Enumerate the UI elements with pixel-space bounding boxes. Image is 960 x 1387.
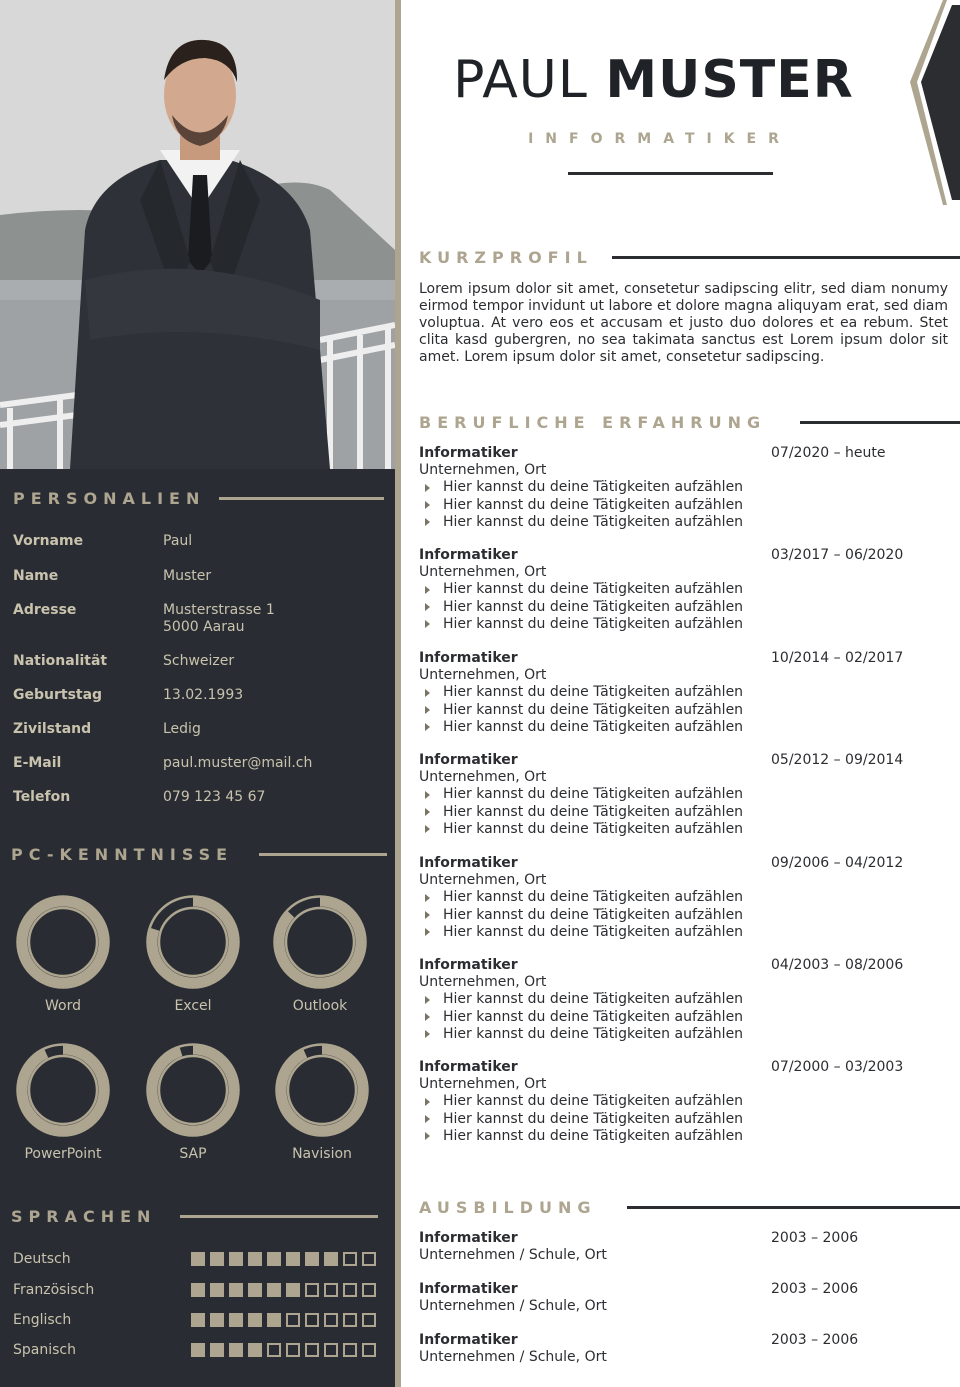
bullet-arrow-icon bbox=[425, 484, 430, 492]
education-entry bbox=[419, 1230, 939, 1264]
job-date: 07/2000 – 03/2003 bbox=[771, 1059, 904, 1075]
job-task: Hier kannst du deine Tätigkeiten aufzählen bbox=[443, 1008, 744, 1025]
sprachen-header bbox=[11, 1207, 378, 1226]
job-task: Hier kannst du deine Tätigkeiten aufzählen bbox=[443, 820, 744, 837]
job-company: Unternehmen, Ort bbox=[419, 462, 547, 479]
list-item bbox=[419, 804, 939, 821]
job-date: 07/2020 – heute bbox=[771, 445, 886, 461]
job-entry bbox=[419, 855, 939, 941]
education-degree: Informatiker bbox=[419, 1230, 518, 1246]
education-date: 2003 – 2006 bbox=[771, 1230, 859, 1246]
language-level-box bbox=[362, 1252, 376, 1266]
language-level-box bbox=[343, 1283, 357, 1297]
language-level-box bbox=[191, 1283, 205, 1297]
skill-label: PowerPoint bbox=[24, 1146, 102, 1162]
bullet-arrow-icon bbox=[425, 1115, 430, 1123]
skill-label: SAP bbox=[179, 1146, 207, 1162]
skill-ring-icon bbox=[15, 894, 111, 990]
bullet-arrow-icon bbox=[425, 723, 430, 731]
profile-summary: Lorem ipsum dolor sit amet, consetetur sadipscing elitr, sed diam nonumy eirmod tempor invidunt ut labore et dolore magna aliquyam erat, sed diam voluptua. At vero eos et accusam et justo duo dolores et ea rebum. Stet clita kasd gubergren, no sea takimata sanctus est Lorem ipsum dolor sit amet. Lorem ipsum dolor sit amet, consetetur sadipscing. bbox=[419, 281, 948, 365]
language-level-box bbox=[343, 1313, 357, 1327]
language-level-box bbox=[305, 1313, 319, 1327]
job-entry bbox=[419, 1059, 939, 1145]
language-level-box bbox=[343, 1343, 357, 1357]
kurzprofil-header bbox=[419, 248, 960, 267]
email-link[interactable]: paul.muster@mail.ch bbox=[163, 755, 313, 771]
language-level-box bbox=[267, 1283, 281, 1297]
language-level-box bbox=[305, 1283, 319, 1297]
bullet-arrow-icon bbox=[425, 894, 430, 902]
list-item bbox=[419, 924, 939, 941]
language-row bbox=[13, 1342, 383, 1358]
person-name bbox=[401, 50, 906, 110]
list-item bbox=[419, 497, 939, 514]
language-level-box bbox=[248, 1283, 262, 1297]
language-level-boxes bbox=[191, 1313, 376, 1327]
education-institution: Unternehmen / Schule, Ort bbox=[419, 1298, 607, 1315]
job-task: Hier kannst du deine Tätigkeiten aufzählen bbox=[443, 1025, 744, 1042]
education-entry bbox=[419, 1281, 939, 1315]
list-item bbox=[419, 702, 939, 719]
language-level-box bbox=[286, 1283, 300, 1297]
ausbildung-title: AUSBILDUNG bbox=[419, 1198, 597, 1217]
job-date: 04/2003 – 08/2006 bbox=[771, 957, 904, 973]
skill-label: Excel bbox=[174, 998, 212, 1014]
list-item bbox=[419, 991, 939, 1008]
ausbildung-header bbox=[419, 1198, 960, 1217]
list-item bbox=[419, 1009, 939, 1026]
list-item bbox=[419, 889, 939, 906]
job-task: Hier kannst du deine Tätigkeiten aufzählen bbox=[443, 581, 744, 598]
job-entry bbox=[419, 650, 939, 736]
language-level-box bbox=[362, 1283, 376, 1297]
job-date: 09/2006 – 04/2012 bbox=[771, 855, 904, 871]
portrait-photo bbox=[0, 0, 395, 469]
list-item bbox=[419, 616, 939, 633]
field-label: Zivilstand bbox=[13, 721, 92, 737]
language-row bbox=[13, 1251, 383, 1267]
pc-kenntnisse-title: PC-KENNTNISSE bbox=[11, 845, 234, 864]
language-level-box bbox=[267, 1252, 281, 1266]
language-level-box bbox=[305, 1252, 319, 1266]
job-company: Unternehmen, Ort bbox=[419, 564, 547, 581]
field-value: Ledig bbox=[163, 721, 201, 737]
job-title: INFORMATIKER bbox=[528, 131, 791, 147]
field-label: Telefon bbox=[13, 789, 71, 805]
section-divider bbox=[259, 853, 387, 856]
job-task: Hier kannst du deine Tätigkeiten aufzählen bbox=[443, 496, 744, 513]
personal-row-vorname bbox=[13, 533, 383, 550]
section-divider bbox=[627, 1206, 960, 1209]
list-item bbox=[419, 1093, 939, 1110]
language-name: Deutsch bbox=[13, 1251, 71, 1267]
language-level-box bbox=[191, 1343, 205, 1357]
list-item bbox=[419, 821, 939, 838]
address-city: 5000 Aarau bbox=[163, 619, 245, 635]
field-value: Paul bbox=[163, 533, 193, 549]
language-level-box bbox=[343, 1252, 357, 1266]
skill-label: Outlook bbox=[292, 998, 348, 1014]
job-position: Informatiker bbox=[419, 752, 518, 768]
list-item bbox=[419, 1111, 939, 1128]
field-value: Muster bbox=[163, 568, 212, 584]
education-degree: Informatiker bbox=[419, 1332, 518, 1348]
job-position: Informatiker bbox=[419, 547, 518, 563]
erfahrung-header bbox=[419, 413, 960, 432]
job-company: Unternehmen, Ort bbox=[419, 1076, 547, 1093]
list-item bbox=[419, 1026, 939, 1043]
language-level-box bbox=[248, 1313, 262, 1327]
language-level-box bbox=[324, 1283, 338, 1297]
language-level-box bbox=[248, 1343, 262, 1357]
personal-row-name bbox=[13, 568, 383, 585]
personal-row-email bbox=[13, 755, 383, 772]
accent-strip bbox=[395, 0, 401, 1387]
field-label: Adresse bbox=[13, 602, 77, 618]
erfahrung-title: BERUFLICHE ERFAHRUNG bbox=[419, 413, 767, 432]
education-date: 2003 – 2006 bbox=[771, 1332, 859, 1348]
language-level-box bbox=[324, 1313, 338, 1327]
skill-ring-icon bbox=[274, 1042, 370, 1138]
title-divider bbox=[568, 172, 773, 175]
skill-ring-icon bbox=[145, 1042, 241, 1138]
list-item bbox=[419, 907, 939, 924]
language-level-boxes bbox=[191, 1252, 376, 1266]
job-entry bbox=[419, 547, 939, 633]
field-label: Name bbox=[13, 568, 59, 584]
section-divider bbox=[800, 421, 960, 424]
personal-row-telefon bbox=[13, 789, 383, 806]
job-position: Informatiker bbox=[419, 957, 518, 973]
language-row bbox=[13, 1312, 383, 1328]
field-value: Schweizer bbox=[163, 653, 235, 669]
skill-label: Navision bbox=[292, 1146, 352, 1162]
language-level-box bbox=[267, 1343, 281, 1357]
bullet-arrow-icon bbox=[425, 518, 430, 526]
bullet-arrow-icon bbox=[425, 1098, 430, 1106]
list-item bbox=[419, 719, 939, 736]
personalien-title: PERSONALIEN bbox=[13, 489, 206, 508]
language-level-box bbox=[210, 1343, 224, 1357]
section-divider bbox=[180, 1215, 378, 1218]
skill-sap bbox=[138, 1042, 248, 1162]
language-level-box bbox=[267, 1313, 281, 1327]
job-entry bbox=[419, 445, 939, 531]
job-task: Hier kannst du deine Tätigkeiten aufzählen bbox=[443, 991, 744, 1008]
language-level-box bbox=[229, 1343, 243, 1357]
skill-powerpoint bbox=[8, 1042, 118, 1162]
language-level-box bbox=[362, 1343, 376, 1357]
language-level-box bbox=[286, 1343, 300, 1357]
job-company: Unternehmen, Ort bbox=[419, 667, 547, 684]
address-street: Musterstrasse 1 bbox=[163, 602, 275, 618]
job-position: Informatiker bbox=[419, 445, 518, 461]
list-item bbox=[419, 514, 939, 531]
job-company: Unternehmen, Ort bbox=[419, 872, 547, 889]
language-level-box bbox=[324, 1252, 338, 1266]
bullet-arrow-icon bbox=[425, 808, 430, 816]
skill-excel bbox=[138, 894, 248, 1014]
first-name: PAUL bbox=[453, 50, 588, 110]
job-task: Hier kannst du deine Tätigkeiten aufzählen bbox=[443, 513, 744, 530]
bullet-arrow-icon bbox=[425, 620, 430, 628]
bullet-arrow-icon bbox=[425, 791, 430, 799]
job-task: Hier kannst du deine Tätigkeiten aufzählen bbox=[443, 803, 744, 820]
language-level-box bbox=[229, 1252, 243, 1266]
last-name: MUSTER bbox=[605, 50, 854, 110]
personal-row-geburtstag bbox=[13, 687, 383, 704]
language-level-box bbox=[362, 1313, 376, 1327]
job-task: Hier kannst du deine Tätigkeiten aufzählen bbox=[443, 684, 744, 701]
language-level-boxes bbox=[191, 1343, 376, 1357]
corner-chevron-icon bbox=[905, 0, 960, 205]
education-institution: Unternehmen / Schule, Ort bbox=[419, 1247, 607, 1264]
job-entry bbox=[419, 957, 939, 1043]
job-date: 05/2012 – 09/2014 bbox=[771, 752, 904, 768]
language-name: Spanisch bbox=[13, 1342, 76, 1358]
language-level-box bbox=[191, 1252, 205, 1266]
skill-navision bbox=[267, 1042, 377, 1162]
bullet-arrow-icon bbox=[425, 603, 430, 611]
personal-row-zivilstand bbox=[13, 721, 383, 738]
skill-ring-icon bbox=[272, 894, 368, 990]
language-row bbox=[13, 1282, 383, 1298]
personal-row-adresse bbox=[13, 602, 383, 636]
list-item bbox=[419, 684, 939, 701]
language-level-box bbox=[286, 1252, 300, 1266]
list-item bbox=[419, 1128, 939, 1145]
skill-word bbox=[8, 894, 118, 1014]
education-institution: Unternehmen / Schule, Ort bbox=[419, 1349, 607, 1366]
field-label: Nationalität bbox=[13, 653, 108, 669]
job-task: Hier kannst du deine Tätigkeiten aufzählen bbox=[443, 786, 744, 803]
job-company: Unternehmen, Ort bbox=[419, 769, 547, 786]
bullet-arrow-icon bbox=[425, 1132, 430, 1140]
job-company: Unternehmen, Ort bbox=[419, 974, 547, 991]
pc-kenntnisse-header bbox=[11, 845, 387, 864]
language-level-box bbox=[210, 1313, 224, 1327]
language-level-box bbox=[229, 1313, 243, 1327]
bullet-arrow-icon bbox=[425, 928, 430, 936]
field-label: Vorname bbox=[13, 533, 84, 549]
section-divider bbox=[219, 497, 384, 500]
list-item bbox=[419, 786, 939, 803]
language-level-box bbox=[305, 1343, 319, 1357]
personal-row-nationalitaet bbox=[13, 653, 383, 670]
kurzprofil-title: KURZPROFIL bbox=[419, 248, 593, 267]
bullet-arrow-icon bbox=[425, 825, 430, 833]
bullet-arrow-icon bbox=[425, 706, 430, 714]
bullet-arrow-icon bbox=[425, 1030, 430, 1038]
section-divider bbox=[612, 256, 960, 259]
job-task: Hier kannst du deine Tätigkeiten aufzählen bbox=[443, 718, 744, 735]
job-task: Hier kannst du deine Tätigkeiten aufzählen bbox=[443, 906, 744, 923]
bullet-arrow-icon bbox=[425, 586, 430, 594]
education-entry bbox=[419, 1332, 939, 1366]
job-date: 10/2014 – 02/2017 bbox=[771, 650, 904, 666]
sprachen-title: SPRACHEN bbox=[11, 1207, 157, 1226]
job-position: Informatiker bbox=[419, 650, 518, 666]
language-level-box bbox=[229, 1283, 243, 1297]
job-task: Hier kannst du deine Tätigkeiten aufzählen bbox=[443, 1093, 744, 1110]
skill-ring-icon bbox=[145, 894, 241, 990]
field-label: Geburtstag bbox=[13, 687, 103, 703]
list-item bbox=[419, 599, 939, 616]
personalien-header bbox=[13, 489, 384, 508]
bullet-arrow-icon bbox=[425, 911, 430, 919]
bullet-arrow-icon bbox=[425, 689, 430, 697]
job-task: Hier kannst du deine Tätigkeiten aufzählen bbox=[443, 479, 744, 496]
bullet-arrow-icon bbox=[425, 1013, 430, 1021]
language-level-box bbox=[210, 1252, 224, 1266]
language-name: Englisch bbox=[13, 1312, 72, 1328]
job-position: Informatiker bbox=[419, 855, 518, 871]
language-name: Französisch bbox=[13, 1282, 95, 1298]
field-value: 13.02.1993 bbox=[163, 687, 244, 703]
skill-ring-icon bbox=[15, 1042, 111, 1138]
list-item bbox=[419, 479, 939, 496]
job-entry bbox=[419, 752, 939, 838]
field-label: E-Mail bbox=[13, 755, 62, 771]
skill-label: Word bbox=[45, 998, 81, 1014]
bullet-arrow-icon bbox=[425, 996, 430, 1004]
phone-value: 079 123 45 67 bbox=[163, 789, 266, 805]
language-level-box bbox=[210, 1283, 224, 1297]
language-level-boxes bbox=[191, 1283, 376, 1297]
job-date: 03/2017 – 06/2020 bbox=[771, 547, 904, 563]
job-task: Hier kannst du deine Tätigkeiten aufzählen bbox=[443, 615, 744, 632]
language-level-box bbox=[324, 1343, 338, 1357]
job-position: Informatiker bbox=[419, 1059, 518, 1075]
list-item bbox=[419, 581, 939, 598]
job-task: Hier kannst du deine Tätigkeiten aufzählen bbox=[443, 923, 744, 940]
job-task: Hier kannst du deine Tätigkeiten aufzählen bbox=[443, 1110, 744, 1127]
job-task: Hier kannst du deine Tätigkeiten aufzählen bbox=[443, 701, 744, 718]
language-level-box bbox=[191, 1313, 205, 1327]
language-level-box bbox=[248, 1252, 262, 1266]
skill-outlook bbox=[265, 894, 375, 1014]
job-task: Hier kannst du deine Tätigkeiten aufzählen bbox=[443, 598, 744, 615]
job-task: Hier kannst du deine Tätigkeiten aufzählen bbox=[443, 889, 744, 906]
field-value bbox=[163, 602, 275, 636]
language-level-box bbox=[286, 1313, 300, 1327]
bullet-arrow-icon bbox=[425, 501, 430, 509]
job-task: Hier kannst du deine Tätigkeiten aufzählen bbox=[443, 1127, 744, 1144]
education-degree: Informatiker bbox=[419, 1281, 518, 1297]
education-date: 2003 – 2006 bbox=[771, 1281, 859, 1297]
